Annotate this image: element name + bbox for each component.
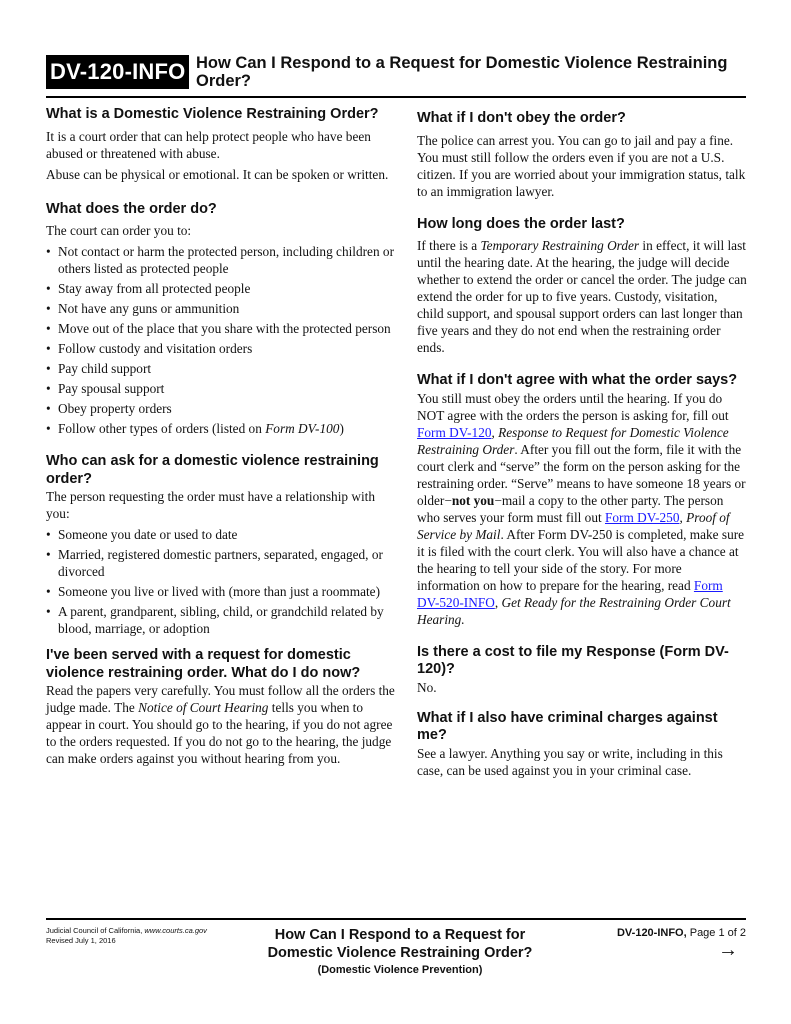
paragraph: The person requesting the order must have a relationship with you: (46, 489, 376, 521)
list-item: • Obey property orders (46, 400, 398, 417)
paragraph: It is a court order that can help protect people who have been abused or threatened with abuse. (46, 128, 371, 161)
next-page-arrow-icon[interactable]: → (718, 939, 738, 961)
section-been-served (46, 647, 398, 767)
left-column (46, 106, 398, 777)
section-heading: Is there a cost to file my Response (Form DV-120)? (417, 643, 729, 677)
section-cost (417, 644, 747, 696)
list-item: • Follow other types of orders (listed on Form DV-100) (46, 420, 398, 437)
list-item: • Someone you live or lived with (more than just a roommate) (46, 583, 398, 600)
form-dv-120-link[interactable]: Form DV-120 (417, 424, 492, 440)
section-heading: What if I also have criminal charges against me? (417, 709, 718, 743)
section-heading: What if I don't agree with what the order says? (417, 372, 738, 388)
page-number: DV-120-INFO, Page 1 of 2 (616, 927, 746, 939)
list-item: • Someone you date or used to date (46, 526, 398, 543)
website-text: www.courts.ca.gov (144, 926, 207, 935)
list-item: • Stay away from all protected people (46, 280, 398, 297)
right-column (417, 106, 747, 789)
footer-divider (46, 918, 746, 920)
section-dont-obey (417, 110, 747, 200)
section-what-order-does (46, 201, 398, 438)
list-item: • Follow custody and visitation orders (46, 340, 398, 357)
section-heading: What does the order do? (46, 200, 217, 217)
form-dv-250-link[interactable]: Form DV-250 (604, 509, 680, 525)
section-heading: I've been served with a request for domestic violence restraining order. What do I do now? (46, 647, 361, 681)
footer-title: How Can I Respond to a Request for Domestic Violence Restraining Order? (Domestic Violence Prevention) (267, 927, 533, 976)
list-item: • A parent, grandparent, sibling, child, or grandchild related by blood, marriage, or adoption (46, 603, 398, 637)
page-title: How Can I Respond to a Request for Domestic Violence Restraining Order? (196, 54, 728, 90)
paragraph: The police can arrest you. You can go to jail and pay a fine. You must still follow the orders even if you are not a U.S. citizen. If you are worried about your immigration status, talk to an immigration lawyer. (417, 132, 746, 199)
section-criminal-charges (417, 710, 747, 779)
section-heading: Who can ask for a domestic violence restraining order? (46, 453, 379, 487)
paragraph: Read the papers very carefully. You must follow all the orders the judge made. The Notice of Court Hearing tells you when to appear in court. You should go to the hearing, if you do not agree to the orders requested. If you do not go to the hearing, the judge can make orders against you without hearing from you. (46, 683, 395, 766)
paragraph: No. (417, 679, 437, 695)
form-code-badge: DV-120-INFO (46, 55, 189, 89)
list-item: • Move out of the place that you share with the protected person (46, 320, 398, 337)
footer-publisher: Judicial Council of California, www.courts.ca.gov Revised July 1, 2016 (46, 926, 207, 945)
paragraph: See a lawyer. Anything you say or write, including in this case, can be used against you in your criminal case. (417, 745, 723, 778)
section-heading: How long does the order last? (417, 215, 625, 232)
paragraph: You still must obey the orders until the hearing. If you do NOT agree with the orders the person is asking for, fill out Form DV-120, Response to Request for Domestic Violence Restraining Order. After you fill out the form, file it with the court clerk and “serve” the form on the person asking for the restraining order. “Serve” means to have someone 18 years or older−not you−mail a copy to the other party. The person who serves your form must fill out Form DV-250, Proof of Service by Mail. After Form DV-250 is completed, make sure it is filed with the court clerk. You will also have a chance at the hearing to tell your side of the story. For more information on how to prepare for the hearing, read Form DV-520-INFO, Get Ready for the Restraining Order Court Hearing. (417, 390, 746, 627)
section-who-can-ask (46, 453, 398, 637)
relationship-list (46, 526, 398, 637)
paragraph: If there is a Temporary Restraining Order in effect, it will last until the hearing date. At the hearing, the judge will decide whether to extend the order or cancel the order. The judge can extend the order for up to five years. Custody, visitation, child support, and spousal support orders can last longer than five years and they do not end when the restraining order ends. (417, 238, 747, 355)
section-heading: What is a Domestic Violence Restraining Order? (46, 106, 379, 122)
section-heading: What if I don't obey the order? (417, 110, 626, 126)
list-item: • Not contact or harm the protected person, including children or others listed as protected people (46, 243, 398, 277)
paragraph: Abuse can be physical or emotional. It can be spoken or written. (46, 166, 389, 182)
form-dv-520-info-link[interactable]: Form DV-520-INFO (417, 577, 723, 610)
page-header (46, 52, 746, 96)
form-reference: Form DV-100 (265, 421, 340, 436)
revised-date: Revised July 1, 2016 (46, 936, 116, 945)
list-item: • Pay spousal support (46, 380, 398, 397)
list-item: • Pay child support (46, 360, 398, 377)
list-item: • Not have any guns or ammunition (46, 300, 398, 317)
list-item: • Married, registered domestic partners, separated, engaged, or divorced (46, 546, 398, 580)
order-list (46, 243, 398, 437)
section-what-is-order (46, 106, 398, 183)
header-divider (46, 96, 746, 98)
paragraph: The court can order you to: (46, 223, 192, 238)
section-how-long (417, 216, 747, 357)
section-dont-agree (417, 372, 747, 628)
